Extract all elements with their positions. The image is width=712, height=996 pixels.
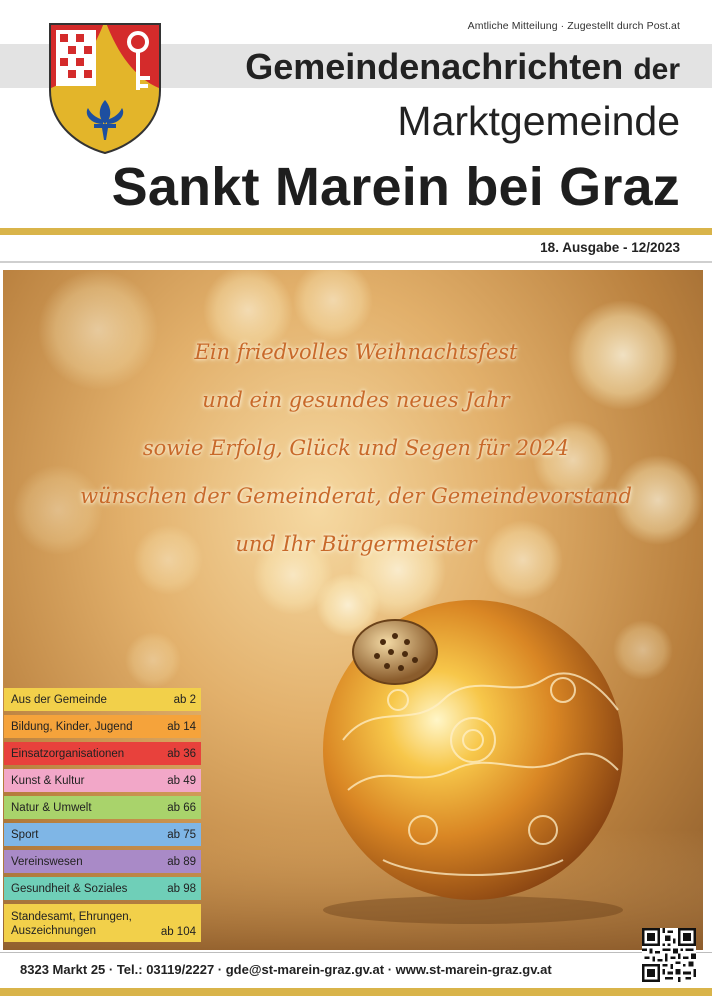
title-main: Gemeindenachrichten	[245, 46, 624, 87]
toc-item-gesundheit	[4, 877, 201, 900]
official-notice: Amtliche Mitteilung · Zugestellt durch Post.at	[467, 20, 680, 32]
toc-page: ab 49	[167, 774, 196, 787]
toc-label: Kunst & Kultur	[11, 774, 85, 787]
greeting-line: und ein gesundes neues Jahr	[202, 388, 510, 412]
municipality-type: Marktgemeinde	[397, 98, 680, 144]
toc-item-bildung	[4, 715, 201, 738]
toc-label: Aus der Gemeinde	[11, 693, 107, 706]
thin-divider	[0, 261, 712, 263]
toc-label: Bildung, Kinder, Jugend	[11, 720, 133, 733]
toc-label: Einsatzorganisationen	[11, 747, 125, 760]
toc-label: Sport	[11, 828, 39, 841]
toc-page: ab 98	[167, 882, 196, 895]
toc-page: ab 89	[167, 855, 196, 868]
greeting-line: wünschen der Gemeinderat, der Gemeindevorstand	[80, 484, 632, 508]
toc-label: Standesamt, Ehrungen, Auszeichnungen	[11, 911, 132, 937]
toc-page: ab 75	[167, 828, 196, 841]
greeting-line: sowie Erfolg, Glück und Segen für 2024	[142, 436, 570, 460]
footer-divider	[0, 952, 712, 953]
toc-item-verein	[4, 850, 201, 873]
gold-divider-bottom	[0, 988, 712, 996]
toc-item-kunst	[4, 769, 201, 792]
greeting-line: und Ihr Bürgermeister	[235, 532, 477, 556]
toc-label: Gesundheit & Soziales	[11, 882, 128, 895]
toc-page: ab 66	[167, 801, 196, 814]
toc-page: ab 2	[173, 693, 196, 706]
toc-label: Vereinswesen	[11, 855, 83, 868]
gold-divider-top	[0, 228, 712, 235]
issue-label: 18. Ausgabe - 12/2023	[540, 240, 680, 255]
coat-of-arms-icon	[46, 20, 164, 156]
toc-item-einsatz	[4, 742, 201, 765]
table-of-contents	[4, 688, 201, 946]
toc-item-sport	[4, 823, 201, 846]
greeting-line: Ein friedvolles Weihnachtsfest	[194, 340, 518, 364]
contact-info: 8323 Markt 25 · Tel.: 03119/2227 · gde@st-marein-graz.gv.at · www.st-marein-graz.gv.at	[20, 962, 552, 977]
toc-item-gemeinde	[4, 688, 201, 711]
toc-page: ab 104	[160, 926, 196, 938]
toc-item-standesamt	[4, 904, 201, 942]
title-suffix: der	[633, 53, 680, 86]
toc-page: ab 36	[167, 747, 196, 760]
qr-code-icon	[642, 928, 696, 982]
municipality-name: Sankt Marein bei Graz	[111, 157, 680, 217]
holiday-greeting	[0, 328, 712, 568]
newsletter-title	[245, 46, 680, 88]
toc-label: Natur & Umwelt	[11, 801, 92, 814]
toc-page: ab 14	[167, 720, 196, 733]
toc-item-natur	[4, 796, 201, 819]
